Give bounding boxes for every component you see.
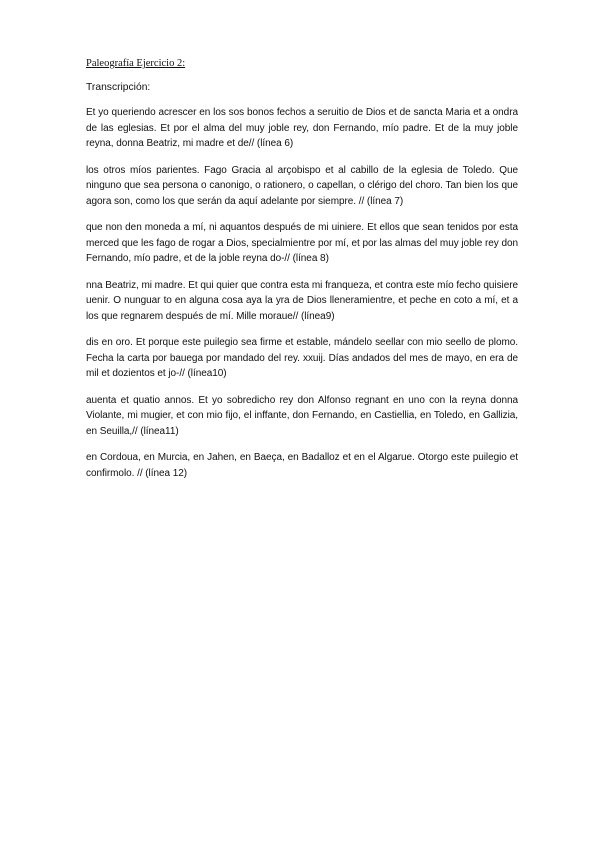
paragraph-line-8: que non den moneda a mí, ni aquantos después de mi uiniere. Et ellos que sean tenidos por esta merced que les fago de rogar a Dios, specialmientre por mí, et por las almas del muy joble rey don Fernando, mío padre, et de la joble reyna do-// (línea 8) (86, 222, 518, 264)
paragraph-line-7: los otros míos parientes. Fago Gracia al arçobispo et al cabillo de la eglesia de Toledo. Que ninguno que sea persona o canonigo, o rationero, o capellan, o clérigo del choro. Tan bien los que agora son, como los que serán da aquí adelante por siempre. // (línea 7) (86, 164, 518, 207)
paragraph-line-9: nna Beatriz, mi madre. Et qui quier que contra esta mi franqueza, et contra este mío fecho quisiere uenir. O nunguar to en alguna cosa aya la yra de Dios lleneramientre, et peche en coto a mí, et a los que regnarem después de mí. Mille moraue// (línea9) (86, 279, 518, 322)
document-title: Paleografía Ejercicio 2: (86, 58, 186, 69)
paragraph-line-6: Et yo queriendo acrescer en los sos bonos fechos a seruitio de Dios et de sancta Maria et a ondra de las eglesias. Et por el alma del muy joble rey, don Fernando, mío padre. Et de la muy joble reyna, donna Beatriz, mi madre et de// (línea 6) (86, 107, 518, 149)
document-page (86, 58, 518, 492)
paragraph-line-12: en Cordoua, en Murcia, en Jahen, en Baeça, en Badalloz et en el Algarue. Otorgo este puilegio et confirmolo. // (línea 12) (86, 452, 518, 479)
paragraph-line-11: auenta et quatio annos. Et yo sobredicho rey don Alfonso regnant en uno con la reyna donna Violante, mi mugier, et con mio fijo, el inffante, don Fernando, en Castiellia, en Toledo, en Gallizia, en Seuilla,// (línea11) (86, 394, 518, 437)
paragraph-line-10: dis en oro. Et porque este puilegio sea firme et estable, mándelo seellar con mio seello de plomo. Fecha la carta por bauega por mandado del rey. xxuij. Días andados del mes de mayo, en era de mil et dozientos et jo-// (línea10) (86, 337, 518, 379)
transcription-heading: Transcripción: (86, 82, 151, 93)
